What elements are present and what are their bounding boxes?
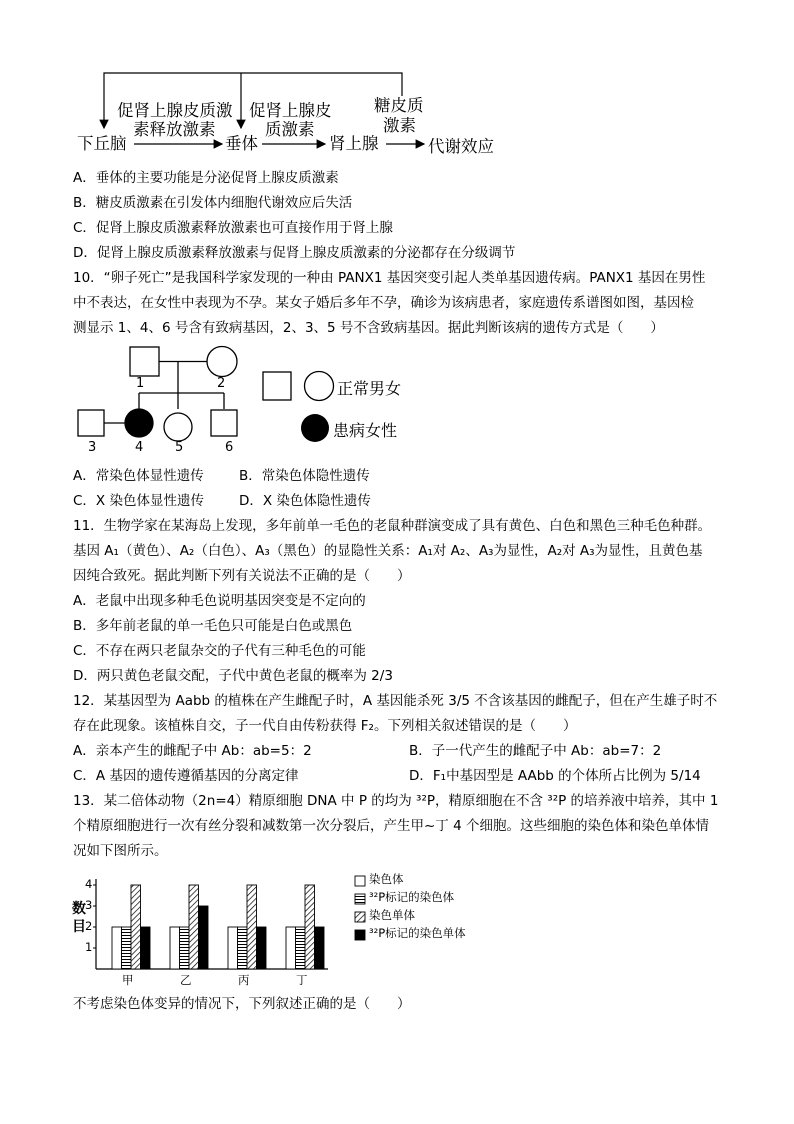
bar <box>257 927 267 969</box>
q9-option-a: A．垂体的主要功能是分泌促肾上腺皮质激素 <box>73 170 339 186</box>
legend-affected-label: 患病女性 <box>333 421 398 440</box>
q9-option-c: C．促肾上腺皮质激素释放激素也可直接作用于肾上腺 <box>73 220 393 236</box>
bar <box>189 885 199 969</box>
bar <box>286 927 296 969</box>
pedigree-number-2: 2 <box>217 376 226 391</box>
bar <box>122 927 132 969</box>
q13-stem-line-2: 个精原细胞进行一次有丝分裂和减数第一次分裂后，产生甲~丁 4 个细胞。这些细胞的染色体和染色单体情 <box>73 818 709 834</box>
y-tick-label: 4 <box>85 877 93 891</box>
pedigree-number-1: 1 <box>136 376 145 391</box>
bar <box>296 927 306 969</box>
x-tick-label: 丁 <box>296 973 308 987</box>
q10-stem-line-3: 测显示 1、4、6 号含有致病基因，2、3、5 号不含致病基因。据此判断该病的遗传方式是（ ） <box>73 320 664 336</box>
y-axis-label: 数 <box>72 901 86 917</box>
legend-label: ³²P标记的染色体 <box>369 890 455 904</box>
legend-label: ³²P标记的染色单体 <box>369 926 466 940</box>
pedigree-number-5: 5 <box>175 440 184 455</box>
pedigree-number-6: 6 <box>225 440 234 455</box>
label-crh-2: 素释放激素 <box>133 120 216 139</box>
legend-swatch <box>355 894 365 904</box>
label-gc-1: 糖皮质 <box>374 96 424 115</box>
q10-stem-line-2: 中不表达，在女性中表现为不孕。某女子婚后多年不孕，确诊为该病患者，家庭遗传系谱图如图，基因检 <box>73 295 694 311</box>
legend-label: 染色体 <box>369 872 404 886</box>
q13-stem-line-1: 13．某二倍体动物（2n=4）精原细胞 DNA 中 P 的均为 ³²P，精原细胞在不含 ³²P 的培养液中培养，其中 1 <box>73 793 719 809</box>
q13-question-line: 不考虑染色体变异的情况下，下列叙述正确的是（ ） <box>73 996 411 1012</box>
label-hypothalamus: 下丘脑 <box>77 134 127 153</box>
bar <box>305 885 315 969</box>
legend-normal-male <box>263 372 291 400</box>
q12-option-a: A．亲本产生的雌配子中 Ab：ab=5：2 <box>73 743 312 759</box>
q10-stem-line-1: 10．“卵子死亡”是我国科学家发现的一种由 PANX1 基因突变引起人类单基因遗传病。PANX1 基因在男性 <box>73 270 706 286</box>
legend-normal-label: 正常男女 <box>337 379 402 398</box>
legend-normal-female <box>305 372 334 401</box>
pedigree-2-female <box>207 347 237 377</box>
x-tick-label: 乙 <box>180 973 192 987</box>
legend-swatch <box>355 876 365 886</box>
bar <box>141 927 151 969</box>
q11-option-d: D．两只黄色老鼠交配，子代中黄色老鼠的概率为 2/3 <box>73 668 393 684</box>
q11-stem-line-1: 11．生物学家在某海岛上发现，多年前单一毛色的老鼠种群演变成了具有黄色、白色和黑色三种毛色种群。 <box>73 518 712 534</box>
legend-affected-female <box>301 414 329 442</box>
q11-option-c: C．不存在两只老鼠杂交的子代有三种毛色的可能 <box>73 643 366 659</box>
legend-swatch <box>355 930 365 940</box>
q11-option-a: A．老鼠中出现多种毛色说明基因突变是不定向的 <box>73 593 366 609</box>
label-crh-1: 促肾上腺皮质激 <box>117 101 233 120</box>
bar <box>170 927 180 969</box>
bar <box>315 927 325 969</box>
legend-label: 染色单体 <box>369 908 415 922</box>
pedigree-number-4: 4 <box>135 440 144 455</box>
bar <box>131 885 141 969</box>
label-gc-2: 激素 <box>383 116 416 135</box>
q10-option-a: A．常染色体显性遗传 <box>73 468 204 484</box>
bar <box>247 885 257 969</box>
q12-stem-line-2: 存在此现象。该植株自交，子一代自由传粉获得 F₂。下列相关叙述错误的是（ ） <box>73 718 577 734</box>
pedigree-number-3: 3 <box>88 440 97 455</box>
bar <box>180 927 190 969</box>
label-acth-1: 促肾上腺皮 <box>249 101 332 120</box>
q10-option-b: B．常染色体隐性遗传 <box>239 468 370 484</box>
pedigree-1-male <box>130 347 159 376</box>
label-pituitary: 垂体 <box>225 134 258 153</box>
q9-option-d: D．促肾上腺皮质激素释放激素与促肾上腺皮质激素的分泌都存在分级调节 <box>73 245 516 261</box>
q10-option-d: D．X 染色体隐性遗传 <box>239 493 371 509</box>
q13-stem-line-3: 况如下图所示。 <box>73 843 168 859</box>
y-tick-label: 3 <box>85 898 93 912</box>
y-tick-label: 2 <box>85 919 93 933</box>
q11-option-b: B．多年前老鼠的单一毛色只可能是白色或黑色 <box>73 618 353 634</box>
y-tick-label: 1 <box>85 940 93 954</box>
pedigree-3-male <box>78 410 104 436</box>
bar <box>199 906 209 969</box>
q10-option-c: C．X 染色体显性遗传 <box>73 493 204 509</box>
q11-stem-line-2: 基因 A₁（黄色）、A₂（白色）、A₃（黑色）的显隐性关系：A₁对 A₂、A₃为显性，A₂对 A₃为显性，且黄色基 <box>73 543 703 559</box>
pedigree-5-female <box>164 413 192 441</box>
q12-option-c: C．A 基因的遗传遵循基因的分离定律 <box>73 768 299 784</box>
pedigree-4-affected-female <box>125 409 153 437</box>
q12-option-d: D．F₁中基因型是 AAbb 的个体所占比例为 5/14 <box>409 768 701 784</box>
pedigree-6-male <box>211 410 237 436</box>
label-effect: 代谢效应 <box>428 137 494 156</box>
q11-stem-line-3: 因纯合致死。据此判断下列有关说法不正确的是（ ） <box>73 568 411 584</box>
bar <box>238 927 248 969</box>
q12-option-b: B．子一代产生的雌配子中 Ab：ab=7：2 <box>409 743 662 759</box>
x-tick-label: 甲 <box>122 973 134 987</box>
y-axis-label: 目 <box>72 919 86 935</box>
label-adrenal: 肾上腺 <box>329 134 379 153</box>
q9-option-b: B．糖皮质激素在引发体内细胞代谢效应后失活 <box>73 195 353 211</box>
bar <box>112 927 122 969</box>
x-tick-label: 丙 <box>238 973 250 987</box>
label-acth-2: 质激素 <box>265 120 315 139</box>
q12-stem-line-1: 12．某基因型为 Aabb 的植株在产生雌配子时，A 基因能杀死 3/5 不含该基因的雌配子，但在产生雄子时不 <box>73 693 718 709</box>
legend-swatch <box>355 912 365 922</box>
bar <box>228 927 238 969</box>
